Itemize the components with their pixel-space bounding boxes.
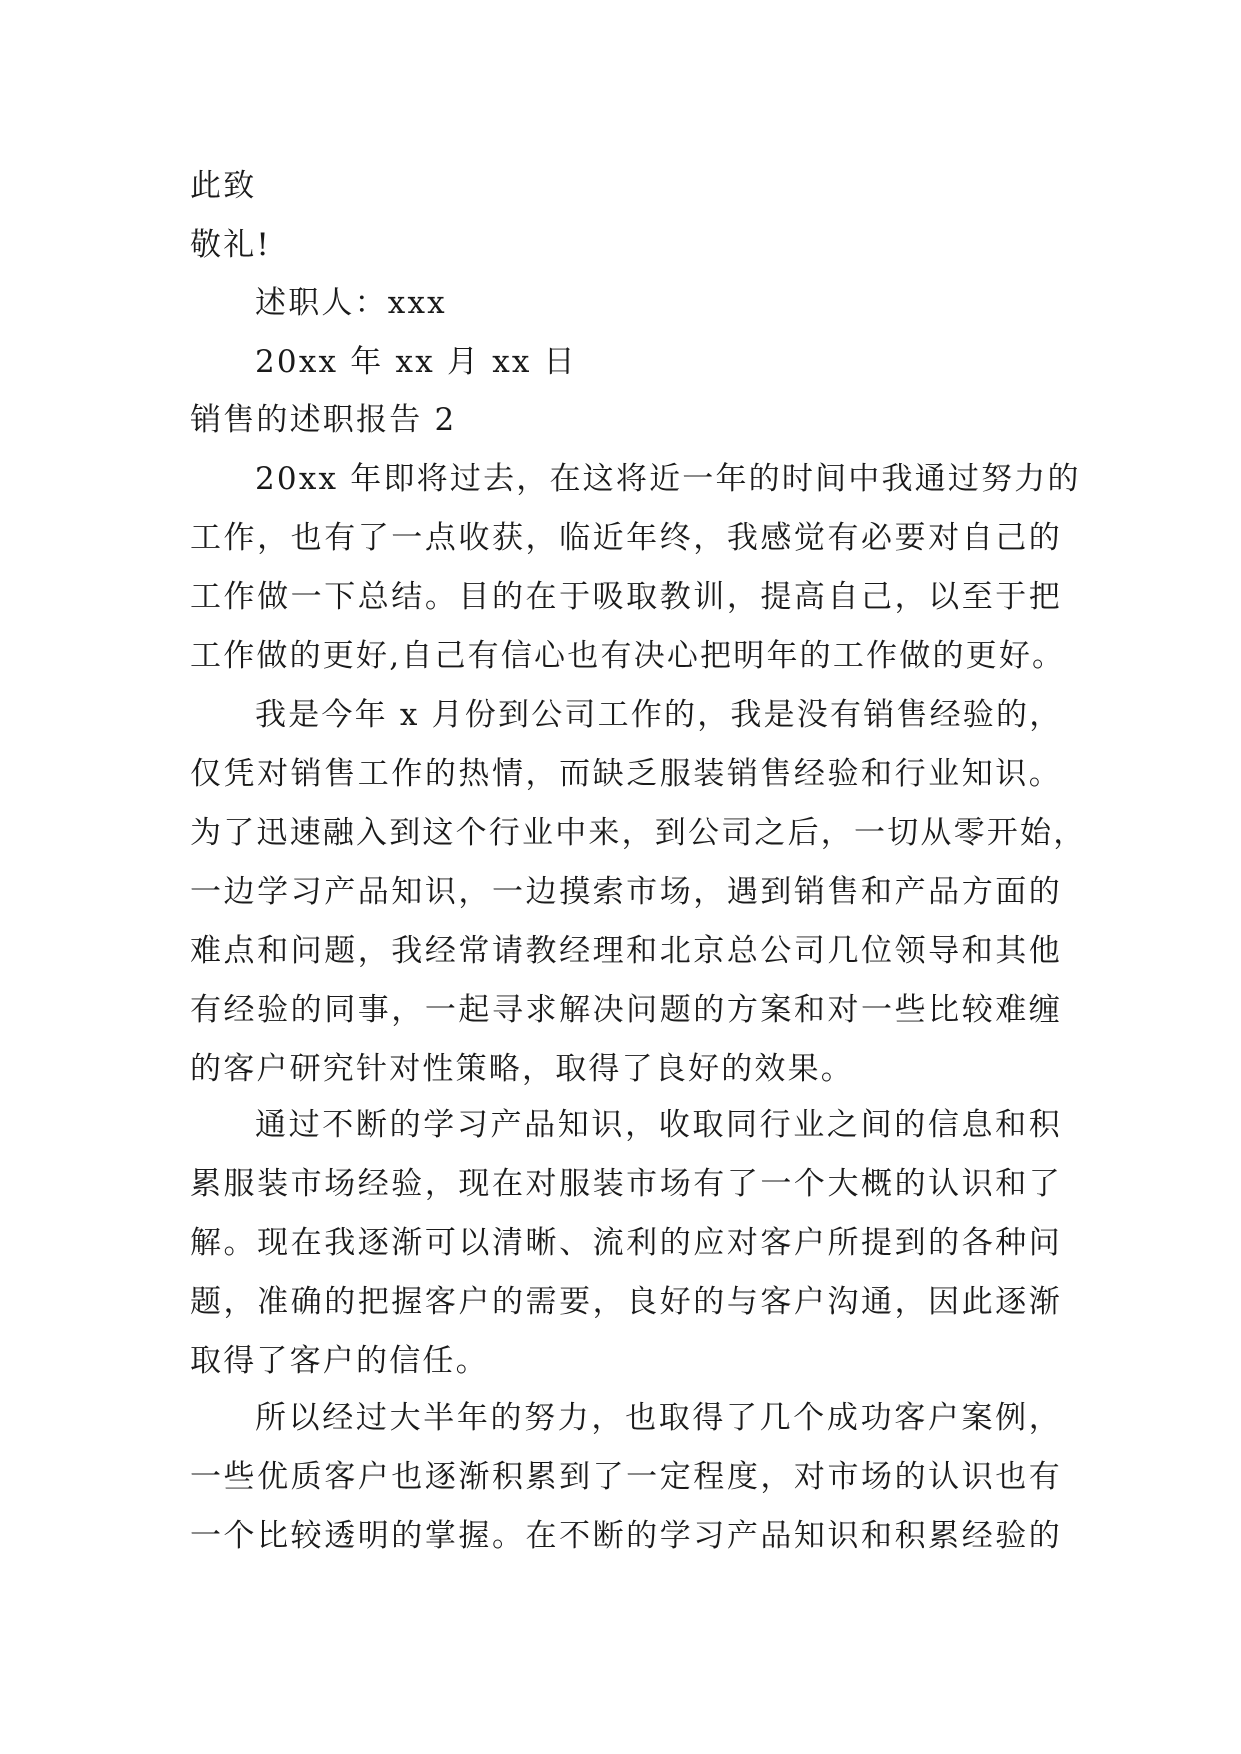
paragraph-line: 取得了客户的信任。 xyxy=(190,1343,489,1379)
paragraph-line: 难点和问题，我经常请教经理和北京总公司几位领导和其他 xyxy=(190,933,1062,969)
paragraph-1 xyxy=(190,461,1081,700)
paragraph-line: 的客户研究针对性策略，取得了良好的效果。 xyxy=(190,1051,854,1087)
paragraph-line: 一些优质客户也逐渐积累到了一定程度，对市场的认识也有 xyxy=(190,1459,1062,1495)
signer-line: 述职人：xxx xyxy=(255,285,447,321)
closing-salute-line1: 此致 xyxy=(190,168,257,204)
closing-salute-line2: 敬礼! xyxy=(190,227,272,263)
paragraph-line: 仅凭对销售工作的热情，而缺乏服装销售经验和行业知识。 xyxy=(190,756,1062,792)
paragraph-line: 工作做的更好,自己有信心也有决心把明年的工作做的更好。 xyxy=(190,638,1066,674)
paragraph-line: 解。现在我逐渐可以清晰、流利的应对客户所提到的各种问 xyxy=(190,1225,1062,1261)
paragraph-line: 题，准确的把握客户的需要，良好的与客户沟通，因此逐渐 xyxy=(190,1284,1062,1320)
paragraph-line: 为了迅速融入到这个行业中来，到公司之后，一切从零开始， xyxy=(190,815,1087,851)
date-line: 20xx 年 xx 月 xx 日 xyxy=(255,344,577,380)
paragraph-4 xyxy=(190,1400,1062,1580)
section-title: 销售的述职报告 2 xyxy=(190,402,457,438)
paragraph-line: 20xx 年即将过去，在这将近一年的时间中我通过努力的 xyxy=(255,461,1081,497)
paragraph-2 xyxy=(190,697,1087,1113)
paragraph-line: 工作，也有了一点收获，临近年终，我感觉有必要对自己的 xyxy=(190,520,1062,556)
paragraph-line: 所以经过大半年的努力，也取得了几个成功客户案例， xyxy=(255,1400,1062,1436)
paragraph-line: 通过不断的学习产品知识，收取同行业之间的信息和积 xyxy=(255,1107,1062,1143)
paragraph-line: 我是今年 x 月份到公司工作的，我是没有销售经验的， xyxy=(255,697,1063,733)
paragraph-line: 累服装市场经验，现在对服装市场有了一个大概的认识和了 xyxy=(190,1166,1062,1202)
paragraph-line: 一个比较透明的掌握。在不断的学习产品知识和积累经验的 xyxy=(190,1518,1062,1554)
paragraph-line: 工作做一下总结。目的在于吸取教训，提高自己，以至于把 xyxy=(190,579,1062,615)
paragraph-line: 一边学习产品知识，一边摸索市场，遇到销售和产品方面的 xyxy=(190,874,1062,910)
paragraph-line: 有经验的同事，一起寻求解决问题的方案和对一些比较难缠 xyxy=(190,992,1062,1028)
paragraph-3 xyxy=(190,1107,1062,1405)
